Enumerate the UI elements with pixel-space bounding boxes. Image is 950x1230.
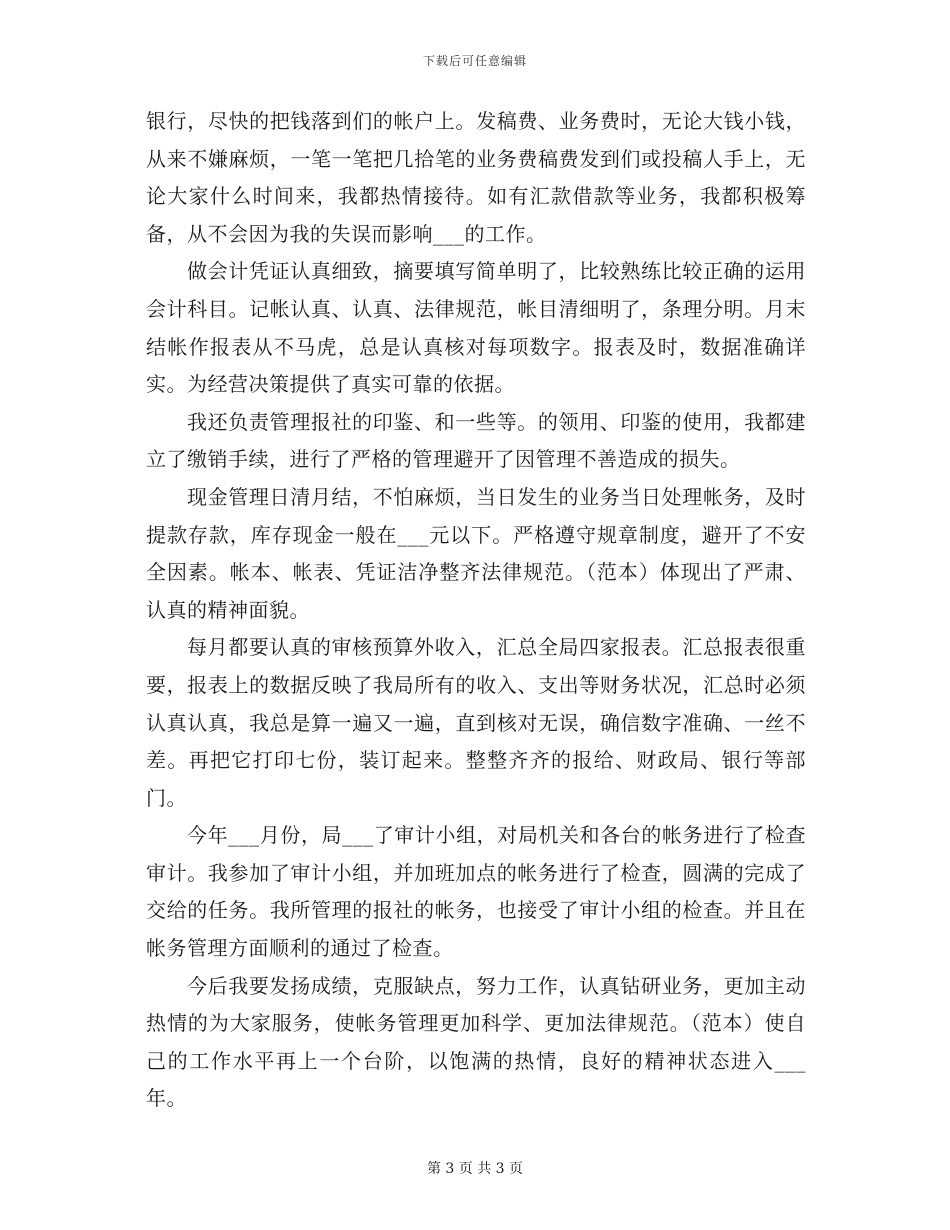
- paragraph-future-plans: 今后我要发扬成绩，克服缺点，努力工作，认真钻研业务，更加主动热情的为大家服务，使帐务管理更加科学、更加法律规范。（范本）使自己的工作水平再上一个台阶，以饱满的热情，良好的精神状态进入___年。: [146, 973, 806, 1111]
- paragraph-accounting-vouchers: 做会计凭证认真细致，摘要填写简单明了，比较熟练比较正确的运用会计科目。记帐认真、认真、法律规范，帐目清细明了，条理分明。月末结帐作报表从不马虎，总是认真核对每项数字。报表及时，数据准确详实。为经营决策提供了真实可靠的依据。: [146, 259, 806, 397]
- paragraph-audit: 今年___月份，局___了审计小组，对局机关和各台的帐务进行了检查审计。我参加了审计小组，并加班加点的帐务进行了检查，圆满的完成了交给的任务。我所管理的报社的帐务，也接受了审计小组的检查。并且在帐务管理方面顺利的通过了检查。: [146, 823, 806, 961]
- page-number: 第 3 页 共 3 页: [426, 1161, 524, 1177]
- page-header: 下载后可任意编辑: [422, 54, 527, 68]
- paragraph-seal-management: 我还负责管理报社的印鉴、和一些等。的领用、印鉴的使用，我都建立了缴销手续，进行了严格的管理避开了因管理不善造成的损失。: [146, 409, 806, 472]
- paragraph-cash-management: 现金管理日清月结，不怕麻烦，当日发生的业务当日处理帐务，及时提款存款，库存现金一般在___元以下。严格遵守规章制度，避开了不安全因素。帐本、帐表、凭证洁净整齐法律规范。（范本）体现出了严肃、认真的精神面貌。: [146, 484, 806, 622]
- document-body: [146, 103, 806, 1118]
- paragraph-continuation: 银行，尽快的把钱落到们的帐户上。发稿费、业务费时，无论大钱小钱，从来不嫌麻烦，一笔一笔把几拾笔的业务费稿费发到们或投稿人手上，无论大家什么时间来，我都热情接待。如有汇款借款等业务，我都积极筹备，从不会因为我的失误而影响___的工作。: [146, 109, 806, 246]
- paragraph-monthly-reports: 每月都要认真的审核预算外收入，汇总全局四家报表。汇总报表很重要，报表上的数据反映了我局所有的收入、支出等财务状况，汇总时必须认真认真，我总是算一遍又一遍，直到核对无误，确信数字准确、一丝不差。再把它打印七份，装订起来。整整齐齐的报给、财政局、银行等部门。: [146, 635, 806, 810]
